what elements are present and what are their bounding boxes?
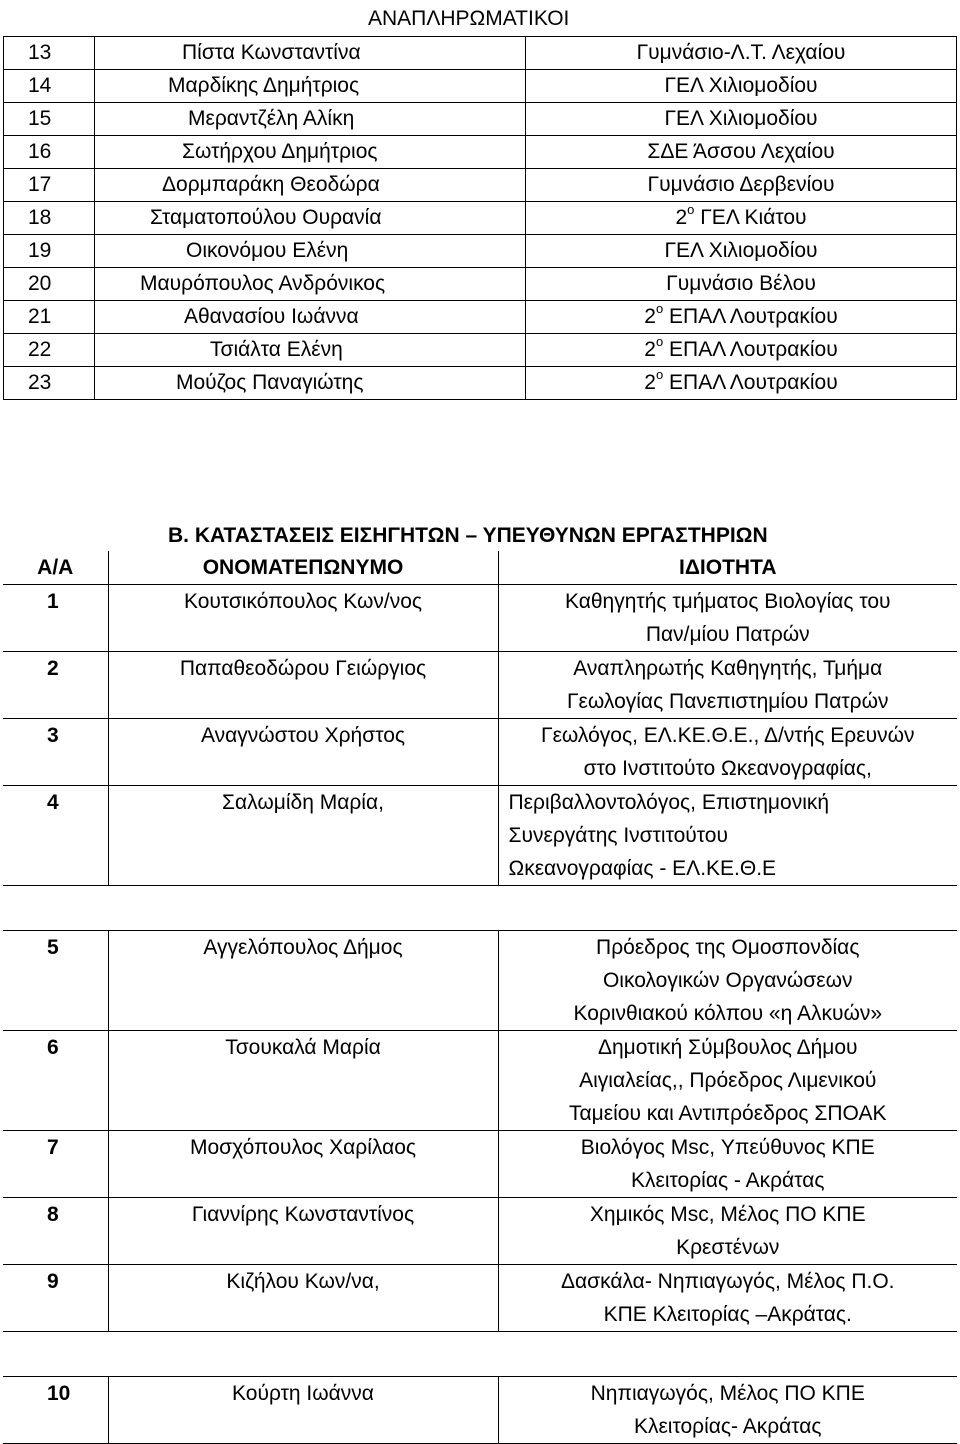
- experts-row-name: Παπαθεοδώρου Γειώργιος: [108, 652, 498, 719]
- reserves-table-body: [4, 37, 957, 400]
- reserves-row-school-cell: [526, 301, 957, 334]
- ordinal-superscript: ο: [655, 301, 664, 316]
- experts-row-number: 4: [3, 786, 108, 886]
- reserves-row-name-cell: [95, 334, 526, 367]
- experts-role-line: Βιολόγος Msc, Υπεύθυνος ΚΠΕ: [580, 1136, 875, 1159]
- reserves-table: [3, 36, 957, 400]
- experts-role-line: Κορινθιακού κόλπου «η Αλκυών»: [573, 1002, 883, 1025]
- reserves-row-number: 22: [4, 334, 95, 367]
- reserves-row-school-cell: [526, 169, 957, 202]
- experts-row-role: [498, 719, 957, 786]
- reserves-row-name-cell: [95, 301, 526, 334]
- reserves-row-name: Μούζος Παναγιώτης: [176, 371, 364, 394]
- reserves-row: [4, 334, 957, 367]
- experts-role-line: Νηπιαγωγός, Μέλος ΠΟ ΚΠΕ: [590, 1382, 865, 1405]
- experts-row: [3, 652, 957, 719]
- reserves-row-school-cell: [526, 103, 957, 136]
- experts-role-line: Δασκάλα- Νηπιαγωγός, Μέλος Π.Ο.: [560, 1270, 895, 1293]
- experts-row-number: 9: [3, 1265, 108, 1332]
- reserves-row-name: Πίστα Κωνσταντίνα: [182, 41, 361, 64]
- experts-row-role: [498, 652, 957, 719]
- reserves-row-school-rest: ΕΠΑΛ Λουτρακίου: [663, 305, 838, 328]
- reserves-row: [4, 268, 957, 301]
- reserves-row-school: 2: [644, 338, 656, 361]
- experts-row-role: [498, 1131, 957, 1198]
- reserves-row: [4, 235, 957, 268]
- reserves-row-name: Μεραντζέλη Αλίκη: [188, 107, 355, 130]
- ordinal-superscript: ο: [655, 334, 664, 349]
- reserves-row-school: Γυμνάσιο Βέλου: [666, 272, 816, 295]
- reserves-row-name-cell: [95, 70, 526, 103]
- reserves-row-number: 20: [4, 268, 95, 301]
- experts-title: Β. ΚΑΤΑΣΤΑΣΕΙΣ ΕΙΣΗΓΗΤΩΝ – ΥΠΕΥΘΥΝΩΝ ΕΡΓΑΣΤΗΡΙΩΝ: [168, 524, 768, 547]
- reserves-row-name: Δορμπαράκη Θεοδώρα: [162, 173, 380, 196]
- experts-role-line: ΚΠΕ Κλειτορίας –Ακράτας.: [603, 1303, 852, 1326]
- table-spacer-row: [3, 886, 957, 931]
- experts-role-line: Συνεργάτης Ινστιτούτου: [508, 824, 728, 847]
- reserves-row-name: Μαρδίκης Δημήτριος: [168, 74, 360, 97]
- reserves-row-school-rest: ΕΠΑΛ Λουτρακίου: [663, 338, 838, 361]
- experts-role-line: Πρόεδρος της Ομοσπονδίας: [596, 936, 860, 959]
- experts-row: [3, 1265, 957, 1332]
- spacer-cell: [3, 886, 108, 931]
- experts-row-name: Κουτσικόπουλος Κων/νος: [108, 585, 498, 652]
- reserves-row-number: 17: [4, 169, 95, 202]
- reserves-row-name: Τσιάλτα Ελένη: [210, 338, 343, 361]
- experts-row-name: Αναγνώστου Χρήστος: [108, 719, 498, 786]
- experts-role-line: Ωκεανογραφίας - ΕΛ.ΚΕ.Θ.Ε: [508, 857, 777, 880]
- experts-role-line: Κλειτορίας - Ακράτας: [631, 1169, 825, 1192]
- reserves-row-school: Γυμνάσιο-Λ.Τ. Λεχαίου: [636, 41, 846, 64]
- reserves-row-school-cell: [526, 367, 957, 400]
- experts-table-body: [3, 585, 957, 1444]
- reserves-row: [4, 301, 957, 334]
- experts-row: [3, 1031, 957, 1131]
- experts-role-line: Καθηγητής τμήματος Βιολογίας του: [564, 590, 891, 613]
- experts-row-name: Σαλωμίδη Μαρία,: [108, 786, 498, 886]
- experts-row-name: Τσουκαλά Μαρία: [108, 1031, 498, 1131]
- experts-role-line: στο Ινστιτούτο Ωκεανογραφίας,: [583, 757, 872, 780]
- reserves-row-school: 2: [644, 371, 656, 394]
- experts-role-line: Αναπληρωτής Καθηγητής, Τμήμα: [573, 657, 883, 680]
- reserves-row: [4, 367, 957, 400]
- experts-row: [3, 719, 957, 786]
- reserves-row-school-rest: ΕΠΑΛ Λουτρακίου: [663, 371, 838, 394]
- experts-row-name: Γιαννίρης Κωνσταντίνος: [108, 1198, 498, 1265]
- reserves-row-school-rest: ΓΕΛ Κιάτου: [694, 206, 807, 229]
- reserves-row-name-cell: [95, 37, 526, 70]
- experts-row-role: [498, 931, 957, 1031]
- reserves-row-school-cell: [526, 70, 957, 103]
- spacer-cell: [498, 886, 957, 931]
- experts-row-name: Μοσχόπουλος Χαρίλαος: [108, 1131, 498, 1198]
- ordinal-superscript: ο: [687, 202, 695, 217]
- reserves-row-school-cell: [526, 202, 957, 235]
- reserves-row-name: Οικονόμου Ελένη: [186, 239, 349, 262]
- reserves-row-number: 21: [4, 301, 95, 334]
- reserves-row-school: 2: [675, 206, 688, 229]
- reserves-row: [4, 103, 957, 136]
- reserves-row-school: ΓΕΛ Χιλιομοδίου: [664, 239, 818, 262]
- reserves-row-name: Μαυρόπουλος Ανδρόνικος: [140, 272, 386, 295]
- table-spacer-row: [3, 1332, 957, 1377]
- experts-role-line: Γεωλογίας Πανεπιστημίου Πατρών: [566, 690, 889, 713]
- experts-row-role: [498, 585, 957, 652]
- experts-row-name: Κιζήλου Κων/να,: [108, 1265, 498, 1332]
- experts-row-role: [498, 1198, 957, 1265]
- experts-row-number: 8: [3, 1198, 108, 1265]
- experts-row-number: 6: [3, 1031, 108, 1131]
- experts-row-number: 1: [3, 585, 108, 652]
- header-name: ΟΝΟΜΑΤΕΠΩΝΥΜΟ: [108, 551, 498, 585]
- experts-role-line: Οικολογικών Οργανώσεων: [602, 969, 853, 992]
- experts-row: [3, 1377, 957, 1444]
- experts-row-number: 7: [3, 1131, 108, 1198]
- reserves-row-school-cell: [526, 37, 957, 70]
- reserves-row-name-cell: [95, 268, 526, 301]
- ordinal-superscript: ο: [655, 367, 664, 382]
- experts-role-line: Χημικός Msc, Μέλος ΠΟ ΚΠΕ: [589, 1203, 866, 1226]
- reserves-row-name-cell: [95, 169, 526, 202]
- reserves-row-name-cell: [95, 103, 526, 136]
- reserves-row-number: 23: [4, 367, 95, 400]
- reserves-row-number: 19: [4, 235, 95, 268]
- experts-header-row: [3, 551, 957, 585]
- experts-row: [3, 1131, 957, 1198]
- experts-role-line: Δημοτική Σύμβουλος Δήμου: [597, 1036, 858, 1059]
- experts-row-role: [498, 1031, 957, 1131]
- reserves-row-number: 14: [4, 70, 95, 103]
- reserves-row-number: 18: [4, 202, 95, 235]
- reserves-row-school: ΓΕΛ Χιλιομοδίου: [664, 74, 818, 97]
- experts-row-role: [498, 786, 957, 886]
- header-aa: Α/Α: [3, 551, 108, 585]
- reserves-row: [4, 169, 957, 202]
- reserves-row: [4, 37, 957, 70]
- experts-row: [3, 585, 957, 652]
- spacer-cell: [108, 886, 498, 931]
- experts-row-name: Αγγελόπουλος Δήμος: [108, 931, 498, 1031]
- spacer-cell: [3, 1332, 108, 1377]
- experts-role-line: Αιγιαλείας,, Πρόεδρος Λιμενικού: [579, 1069, 877, 1092]
- reserves-row-name: Σταματοπούλου Ουρανία: [150, 206, 382, 229]
- reserves-row-school-cell: [526, 136, 957, 169]
- reserves-row-school: Γυμνάσιο Δερβενίου: [647, 173, 835, 196]
- experts-role-line: Κλειτορίας- Ακράτας: [633, 1415, 822, 1438]
- experts-role-line: Ταμείου και Αντιπρόεδρος ΣΠΟΑΚ: [569, 1102, 887, 1125]
- experts-role-line: Παν/μίου Πατρών: [645, 623, 810, 646]
- experts-role-line: Περιβαλλοντολόγος, Επιστημονική: [508, 791, 830, 814]
- experts-row-name: Κούρτη Ιωάννα: [108, 1377, 498, 1444]
- reserves-row-number: 15: [4, 103, 95, 136]
- experts-row-role: [498, 1265, 957, 1332]
- experts-row-number: 10: [3, 1377, 108, 1444]
- experts-role-line: Γεωλόγος, ΕΛ.ΚΕ.Θ.Ε., Δ/ντής Ερευνών: [541, 724, 915, 747]
- spacer-cell: [498, 1332, 957, 1377]
- experts-row-number: 2: [3, 652, 108, 719]
- reserves-row-school: 2: [644, 305, 656, 328]
- reserves-row-name-cell: [95, 202, 526, 235]
- spacer-cell: [108, 1332, 498, 1377]
- reserves-row-name-cell: [95, 367, 526, 400]
- reserves-row-school-cell: [526, 334, 957, 367]
- reserves-row-school: ΣΔΕ Άσσου Λεχαίου: [647, 140, 835, 163]
- experts-row: [3, 786, 957, 886]
- experts-row: [3, 1198, 957, 1265]
- experts-table: [3, 551, 957, 1444]
- reserves-row-name-cell: [95, 235, 526, 268]
- experts-role-line: Κρεστένων: [676, 1236, 780, 1259]
- reserves-row-number: 13: [4, 37, 95, 70]
- reserves-row-name: Αθανασίου Ιωάννα: [184, 305, 359, 328]
- experts-row: [3, 931, 957, 1031]
- experts-row-number: 3: [3, 719, 108, 786]
- reserves-row-school-cell: [526, 235, 957, 268]
- reserves-row-number: 16: [4, 136, 95, 169]
- reserves-row-school-cell: [526, 268, 957, 301]
- reserves-row: [4, 136, 957, 169]
- reserves-row: [4, 70, 957, 103]
- reserves-row-school: ΓΕΛ Χιλιομοδίου: [664, 107, 818, 130]
- reserves-row-name-cell: [95, 136, 526, 169]
- reserves-title: ΑΝΑΠΛΗΡΩΜΑΤΙΚΟΙ: [368, 7, 570, 30]
- experts-row-number: 5: [3, 931, 108, 1031]
- experts-row-role: [498, 1377, 957, 1444]
- header-role: ΙΔΙΟΤΗΤΑ: [498, 551, 957, 585]
- reserves-row: [4, 202, 957, 235]
- reserves-row-name: Σωτήρχου Δημήτριος: [182, 140, 378, 163]
